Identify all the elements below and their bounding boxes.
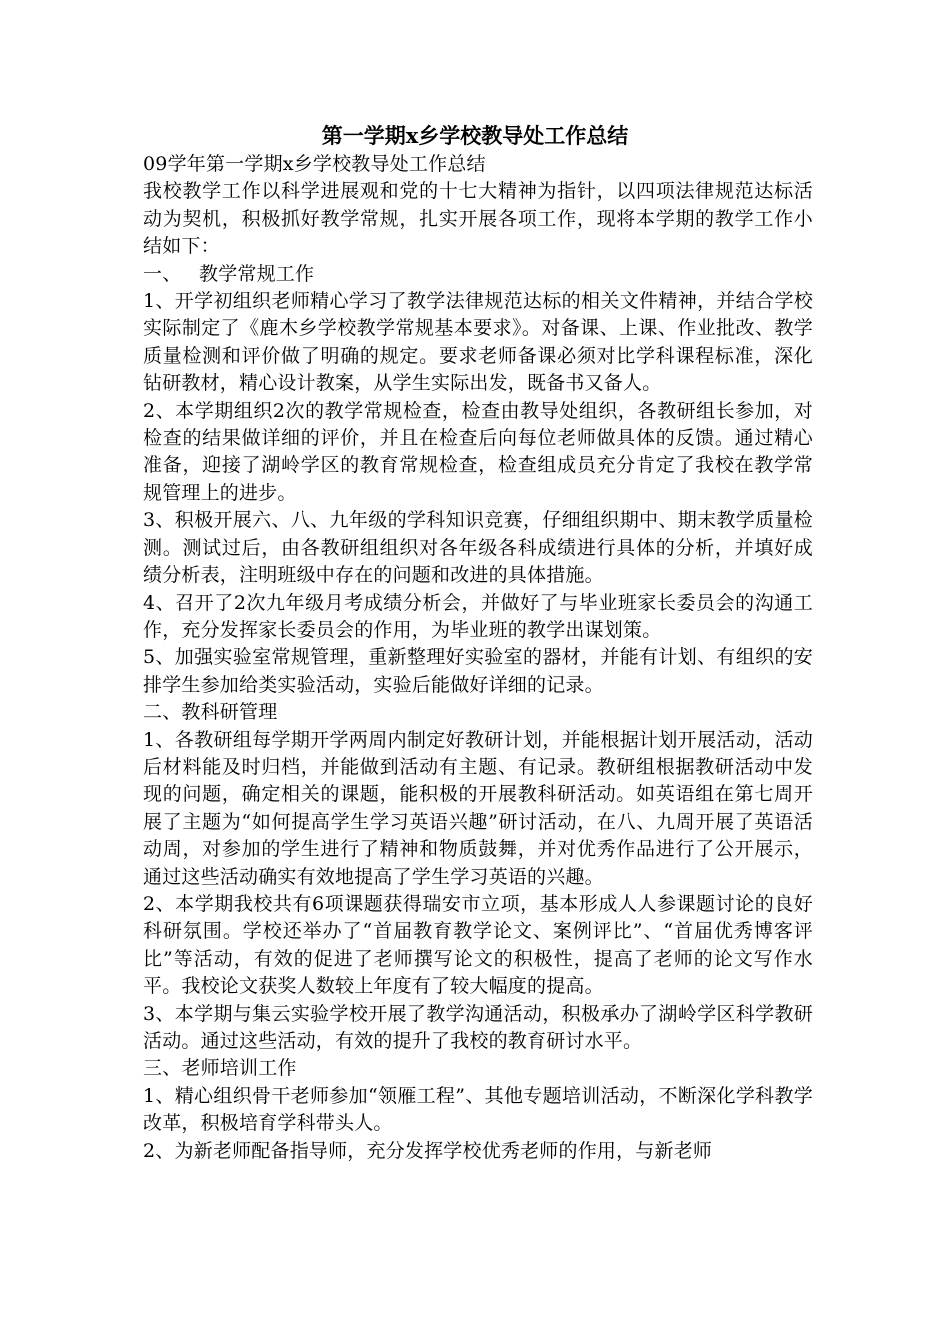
section-1-item-4: 4、召开了2次九年级月考成绩分析会，并做好了与毕业班家长委员会的沟通工作，充分发挥家长委员会的作用，为毕业班的教学出谋划策。 — [143, 591, 813, 641]
document-subtitle: 09学年第一学期x乡学校教导处工作总结 — [143, 153, 486, 175]
section-2-heading: 二、教科研管理 — [143, 701, 278, 724]
section-3-item-1: 1、精心组织骨干老师参加“领雁工程”、其他专题培训活动，不断深化学科教学改革，积极培育学科带头人。 — [143, 1084, 813, 1135]
section-3-heading: 三、老师培训工作 — [143, 1057, 297, 1080]
section-3-item-2: 2、为新老师配备指导师，充分发挥学校优秀老师的作用，与新老师 — [143, 1139, 713, 1162]
section-2-item-2: 2、本学期我校共有6项课题获得瑞安市立项，基本形成人人参课题讨论的良好科研氛围。学校还举办了“首届教育教学论文、案例评比”、“首届优秀博客评比”等活动，有效的促进了老师撰写论文的积极性，提高了老师的论文写作水平。我校论文获奖人数较上年度有了较大幅度的提高。 — [143, 892, 813, 998]
section-1-number: 一、 — [143, 262, 182, 285]
section-2-item-1: 1、各教研组每学期开学两周内制定好教研计划，并能根据计划开展活动，活动后材料能及时归档，并能做到活动有主题、有记录。教研组根据教研活动中发现的问题，确定相关的课题，能积极的开展教科研活动。如英语组在第七周开展了主题为“如何提高学生学习英语兴趣”研讨活动，在八、九周开展了英语活动周，对参加的学生进行了精神和物质鼓舞，并对优秀作品进行了公开展示，通过这些活动确实有效地提高了学生学习英语的兴趣。 — [143, 728, 813, 888]
section-1-item-1: 1、开学初组织老师精心学习了教学法律规范达标的相关文件精神，并结合学校实际制定了《鹿木乡学校教学常规基本要求》。对备课、上课、作业批改、教学质量检测和评价做了明确的规定。要求老师备课必须对比学科课程标准，深化钻研教材，精心设计教案，从学生实际出发，既备书又备人。 — [143, 290, 813, 395]
section-1-item-2: 2、本学期组织2次的教学常规检查，检查由教导处组织，各教研组长参加，对检查的结果做详细的评价，并且在检查后向每位老师做具体的反馈。通过精心准备，迎接了湖岭学区的教育常规检查，检查组成员充分肯定了我校在教学常规管理上的进步。 — [143, 399, 813, 504]
section-1-item-5: 5、加强实验室常规管理，重新整理好实验室的器材，并能有计划、有组织的安排学生参加给类实验活动，实验后能做好详细的记录。 — [143, 646, 813, 696]
intro-paragraph: 我校教学工作以科学进展观和党的十七大精神为指针，以四项法律规范达标活动为契机，积极抓好教学常规，扎实开展各项工作，现将本学期的教学工作小结如下： — [143, 180, 813, 258]
section-1-item-3: 3、积极开展六、八、九年级的学科知识竞赛，仔细组织期中、期末教学质量检测。测试过后，由各教研组组织对各年级各科成绩进行具体的分析，并填好成绩分析表，注明班级中存在的问题和改进的具体措施。 — [143, 509, 813, 587]
document-title: 第一学期x乡学校教导处工作总结 — [321, 123, 629, 148]
section-1-heading — [143, 261, 813, 288]
section-2-item-3: 3、本学期与集云实验学校开展了教学沟通活动，积极承办了湖岭学区科学教研活动。通过这些活动，有效的提升了我校的教育研讨水平。 — [143, 1002, 813, 1052]
document-body — [143, 151, 813, 1165]
section-1-title: 教学常规工作 — [199, 262, 315, 285]
